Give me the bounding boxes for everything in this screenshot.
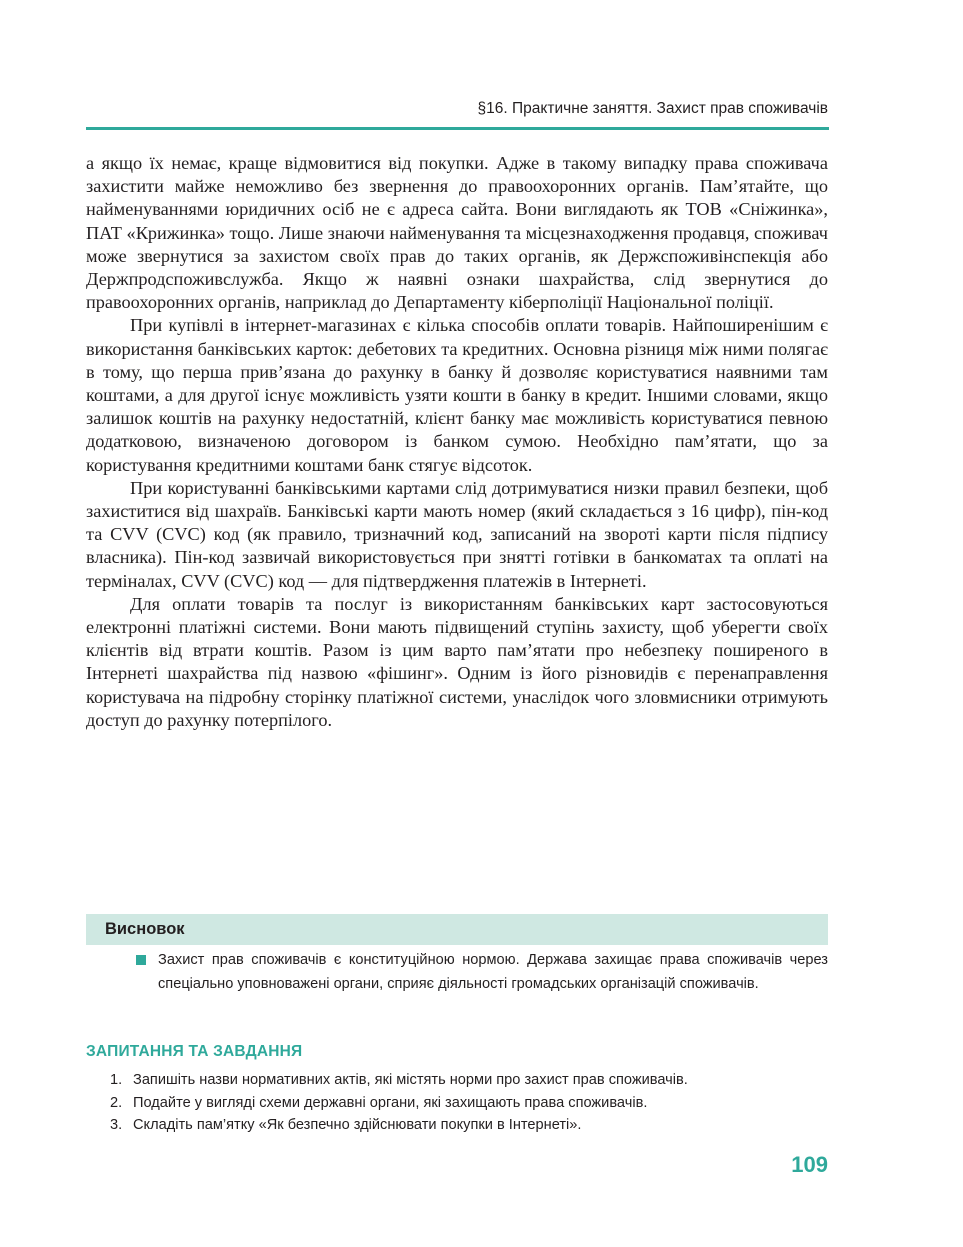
question-text: Подайте у вигляді схеми державні органи, які захищають права споживачів. [133,1094,648,1111]
question-number: 1. [110,1072,123,1088]
question-number: 2. [110,1094,123,1111]
main-text [86,152,828,732]
paragraph: Для оплати товарів та послуг із використанням банківських карт застосовуються електронні платіжні системи. Вони мають підвищений ступінь захисту, щоб уберегти своїх клієнтів від втрати коштів. Разом із цим варто пам’ятати про небезпеку поширеного в Інтернеті шахрайства під назвою «фішинг». Одним із його різновидів є перенаправлення користувача на підробну сторінку платіжної системи, унаслідок чого зловмисники отримують доступ до рахунку потерпілого. [86,593,828,730]
question-item [110,1092,828,1115]
page-number: 109 [791,1152,828,1177]
paragraph: а якщо їх немає, краще відмовитися від покупки. Адже в такому випадку права споживача захистити майже неможливо без звернення до правоохоронних органів. Пам’ятайте, що найменуваннями юридичних осіб не є адреса сайта. Вони виглядають як ТОВ «Сніжинка», ПАТ «Крижинка» тощо. Лише знаючи найменування та місцезнаходження продавця, споживач може звернутися за захистом своїх прав до таких органів, як Держспоживінспекція або Держпродспоживслужба. Якщо ж наявні ознаки шахрайства, слід звернутися до правоохоронних органів, наприклад до Департаменту кіберполіції Національної поліції. [86,153,828,313]
question-item [110,1114,828,1137]
question-text: Запишіть назви нормативних актів, які містять норми про захист прав споживачів. [133,1072,688,1088]
conclusion-text: Захист прав споживачів є конституційною нормою. Держава захищає права споживачів через спеціально уповноважені органи, сприяє діяльності громадських організацій споживачів. [158,952,828,992]
running-header: §16. Практичне заняття. Захист прав споживачів [477,100,828,117]
question-text: Складіть пам’ятку «Як безпечно здійснювати покупки в Інтернеті». [133,1117,582,1133]
paragraph: При купівлі в інтернет-магазинах є кілька способів оплати товарів. Найпоширенішим є використання банківських карток: дебетових та кредитних. Основна різниця між ними полягає в тому, що перша прив’язана до рахунку в банку й дозволяє користуватися наявними там коштами, а для другої існує можливість узяти кошти в банку в кредит. Іншими словами, якщо залишок коштів на рахунку недостатній, клієнт банку має можливість користуватися певною додатковою, визначеною договором із банком сумою. Необхідно пам’ятати, що за користування кредитними коштами банк стягує відсоток. [86,315,828,475]
conclusion-banner [86,914,828,945]
question-item [110,1069,828,1092]
questions-heading: ЗАПИТАННЯ ТА ЗАВДАННЯ [86,1043,303,1060]
square-bullet-icon [136,955,146,965]
paragraph: При користуванні банківськими картами слід дотримуватися низки правил безпеки, щоб захиститися від шахраїв. Банківські карти мають номер (який складається з 16 цифр), пін-код та CVV (CVC) код (як правило, тризначний код, записаний на звороті карти після підпису власника). Пін-код зазвичай використовується при знятті готівки в банкоматах та оплаті на терміналах, CVV (CVC) код — для підтвердження платежів в Інтернеті. [86,477,828,591]
conclusion-title: Висновок [105,920,185,938]
header-divider [86,127,829,130]
questions-list [110,1069,828,1137]
question-number: 3. [110,1117,123,1133]
